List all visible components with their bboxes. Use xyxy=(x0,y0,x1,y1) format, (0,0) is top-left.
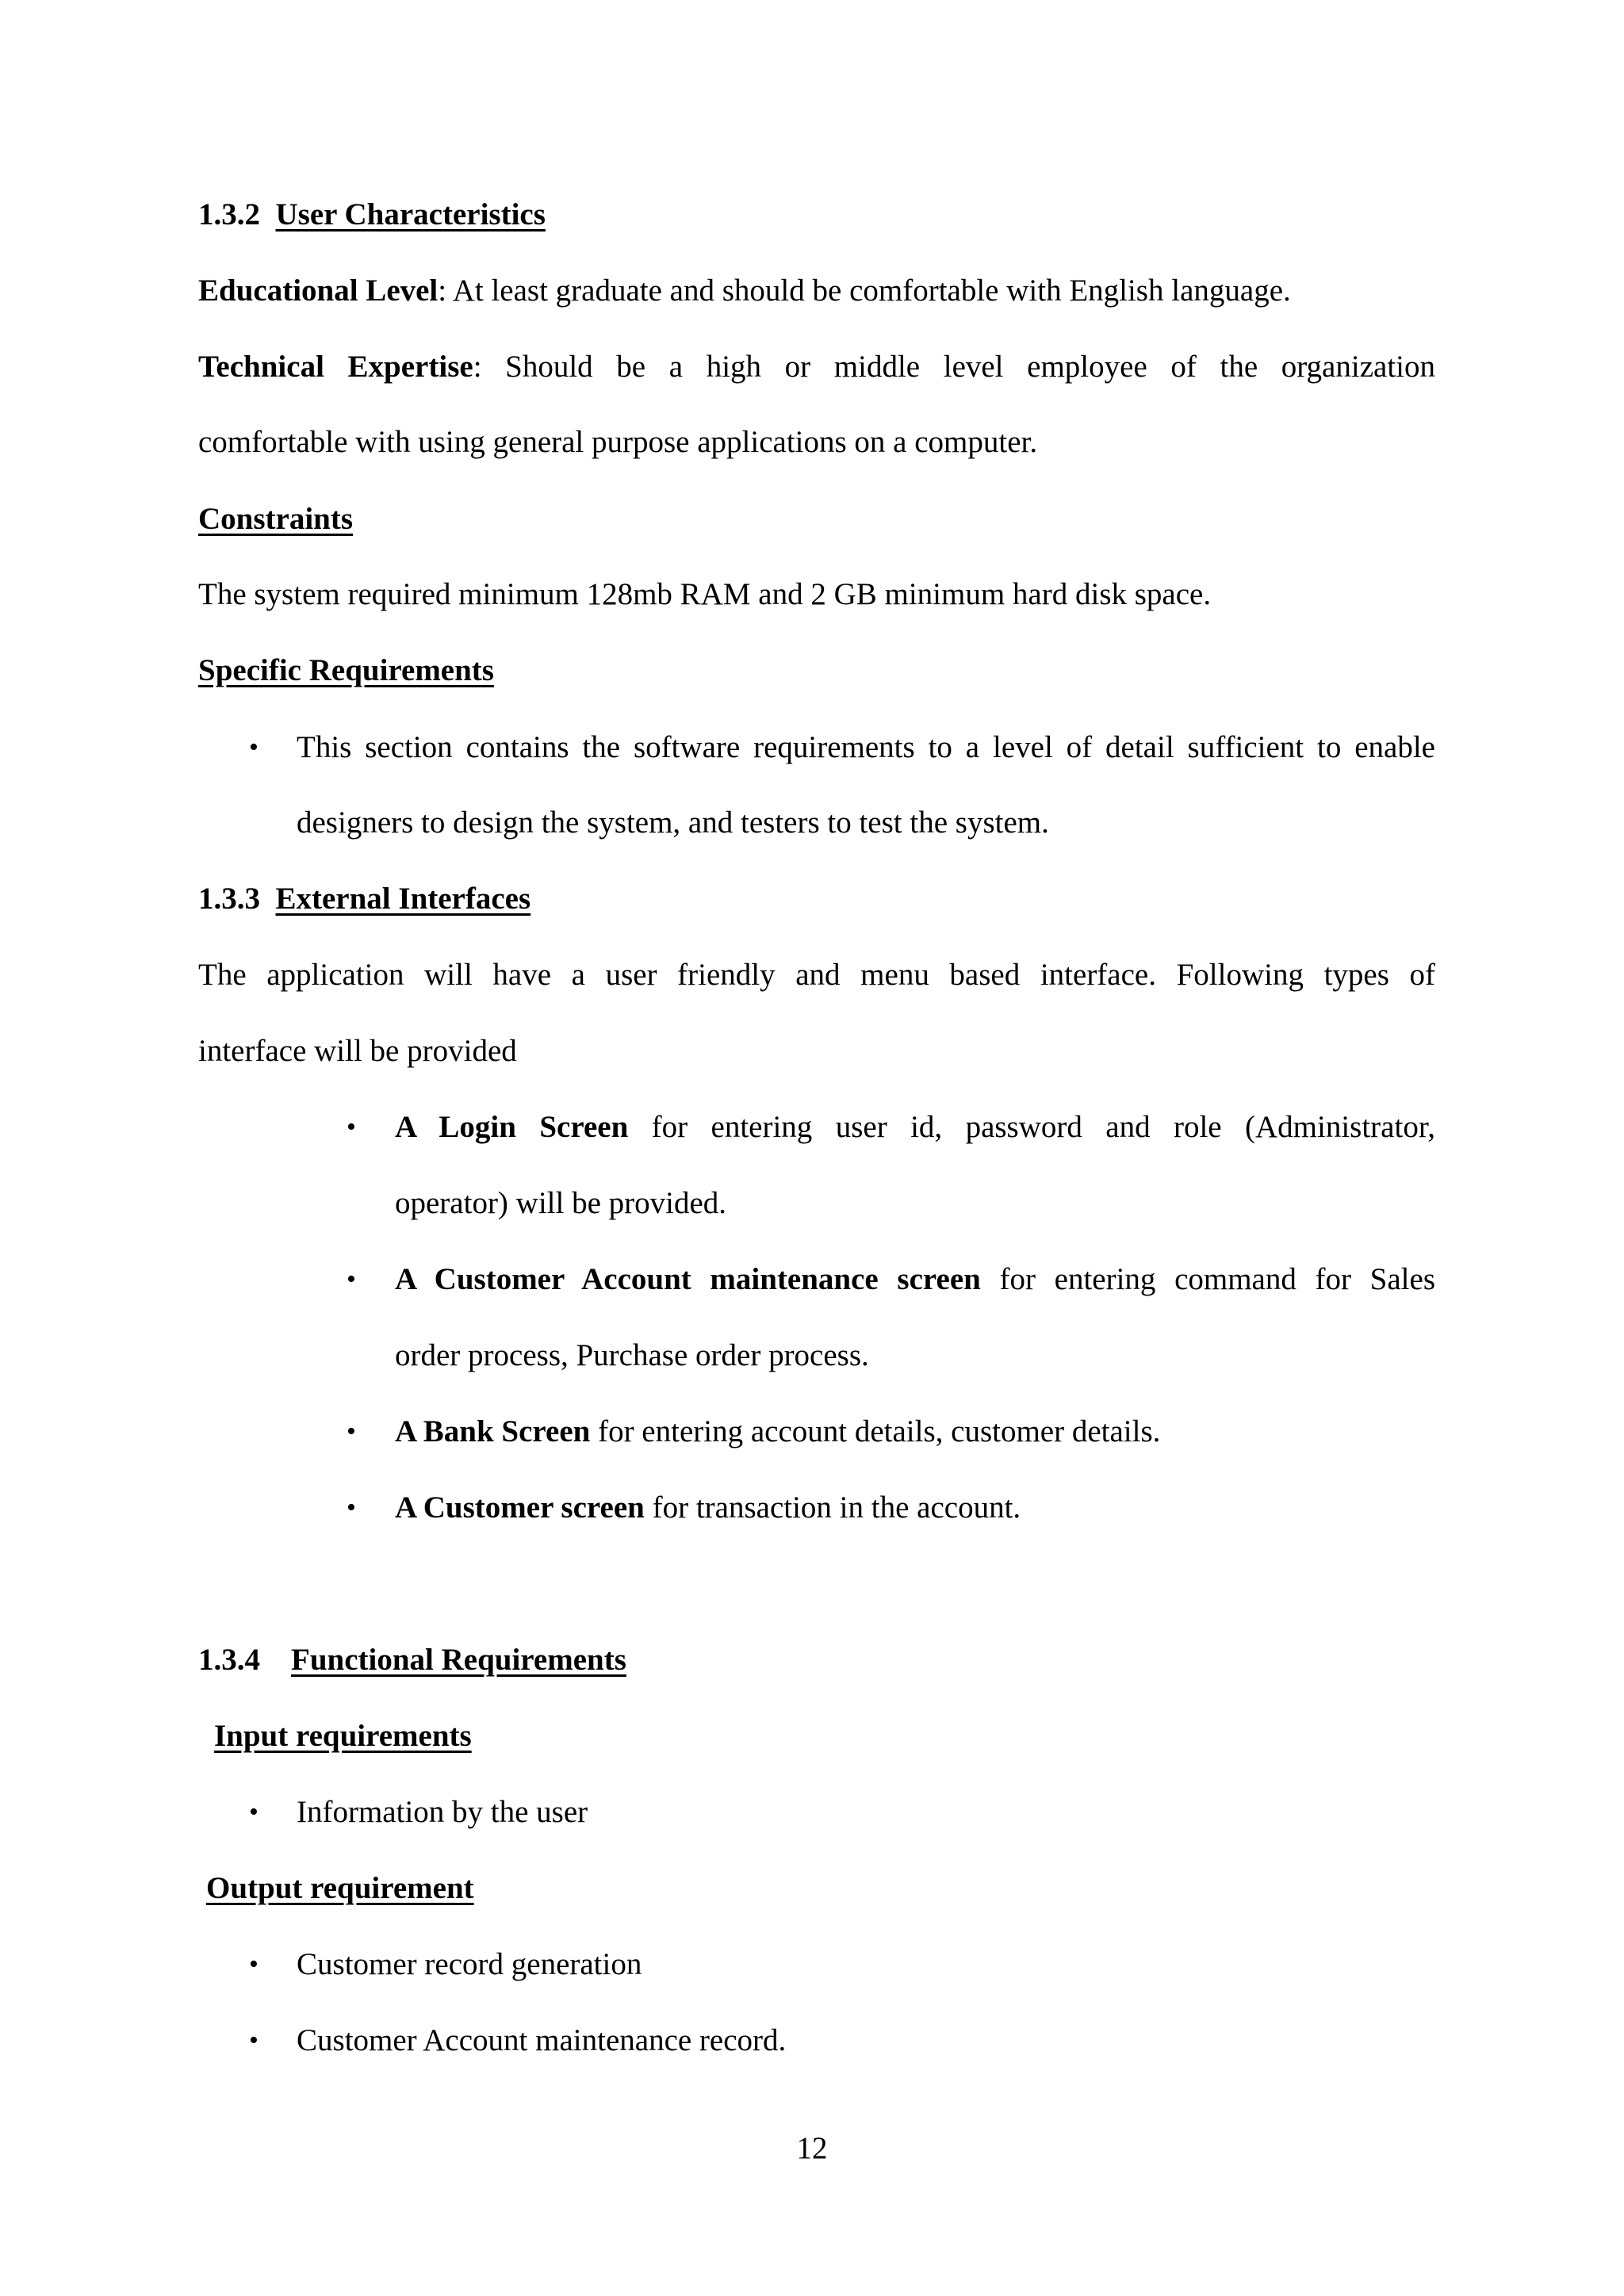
specific-requirements-item-line-2 xyxy=(297,803,1049,843)
external-interfaces-paragraph-line-2 xyxy=(198,1031,517,1071)
output-requirement-item-text: Customer record generation xyxy=(297,1947,642,1981)
bullet-icon: • xyxy=(249,2026,259,2055)
technical-expertise-text-2: comfortable with using general purpose applications on a computer. xyxy=(198,425,1038,459)
interface-item-text: for entering user id, password and role (Administrator, xyxy=(628,1110,1435,1144)
input-requirements-heading-text: Input requirements xyxy=(214,1719,472,1753)
output-requirement-item xyxy=(297,2021,786,2061)
specific-requirements-text-2: designers to design the system, and testers to test the system. xyxy=(297,806,1049,840)
external-interfaces-text-2: interface will be provided xyxy=(198,1034,517,1068)
bullet-icon: • xyxy=(347,1417,356,1446)
interface-item-bold: A Login Screen xyxy=(395,1110,629,1144)
input-requirements-item xyxy=(297,1793,588,1832)
bullet-icon: • xyxy=(249,1950,259,1979)
interface-item-bank xyxy=(395,1412,1160,1452)
technical-expertise-line xyxy=(198,347,1435,387)
section-number: 1.3.3 xyxy=(198,882,260,916)
section-title: User Characteristics xyxy=(275,197,546,232)
specific-requirements-item-line-1 xyxy=(297,728,1435,767)
output-requirement-item xyxy=(297,1945,642,1984)
input-requirements-heading xyxy=(214,1716,472,1756)
section-title: External Interfaces xyxy=(275,882,531,916)
input-requirements-item-text: Information by the user xyxy=(297,1795,588,1829)
bullet-icon: • xyxy=(347,1112,356,1142)
interface-item-bold: A Customer Account maintenance screen xyxy=(395,1262,981,1296)
educational-level-line xyxy=(198,271,1291,311)
external-interfaces-paragraph-line-1 xyxy=(198,955,1435,995)
constraints-heading xyxy=(198,499,353,539)
section-title: Functional Requirements xyxy=(291,1643,626,1677)
output-requirement-item-text: Customer Account maintenance record. xyxy=(297,2023,787,2057)
interface-item-account-line-1 xyxy=(395,1260,1435,1299)
interface-item-login-line-1 xyxy=(395,1108,1435,1147)
interface-item-bold: A Bank Screen xyxy=(395,1414,591,1448)
bullet-icon: • xyxy=(249,1797,259,1827)
interface-item-text: for entering command for Sales xyxy=(980,1262,1436,1296)
interface-item-account-line-2 xyxy=(395,1336,869,1376)
constraints-text: The system required minimum 128mb RAM and 2 GB minimum hard disk space. xyxy=(198,577,1212,611)
interface-item-text-2: operator) will be provided. xyxy=(395,1186,727,1220)
interface-item-text-2: order process, Purchase order process. xyxy=(395,1338,869,1372)
specific-requirements-text-1: This section contains the software requirements to a level of detail sufficient to enable xyxy=(297,730,1435,764)
constraints-paragraph xyxy=(198,575,1211,614)
educational-level-text: : At least graduate and should be comfortable with English language. xyxy=(438,274,1291,308)
educational-level-label: Educational Level xyxy=(198,274,439,308)
specific-requirements-heading-text: Specific Requirements xyxy=(198,653,494,687)
bullet-icon: • xyxy=(249,733,259,762)
technical-expertise-line-2 xyxy=(198,423,1037,462)
bullet-icon: • xyxy=(347,1493,356,1522)
interface-item-text: for entering account details, customer details. xyxy=(590,1414,1161,1448)
interface-item-customer xyxy=(395,1488,1021,1528)
output-requirement-heading-text: Output requirement xyxy=(206,1871,474,1905)
technical-expertise-text: : Should be a high or middle level employee of the organization xyxy=(473,350,1435,384)
interface-item-login-line-2 xyxy=(395,1184,726,1223)
specific-requirements-heading xyxy=(198,651,494,691)
interface-item-text: for transaction in the account. xyxy=(644,1490,1021,1525)
page-number: 12 xyxy=(796,2131,828,2165)
section-heading-1-3-4 xyxy=(198,1640,626,1680)
bullet-icon: • xyxy=(347,1265,356,1294)
section-heading-1-3-2 xyxy=(198,195,546,235)
interface-item-bold: A Customer screen xyxy=(395,1490,645,1525)
section-number: 1.3.4 xyxy=(198,1643,260,1677)
technical-expertise-label: Technical Expertise xyxy=(198,350,473,384)
section-number: 1.3.2 xyxy=(198,197,260,232)
constraints-heading-text: Constraints xyxy=(198,502,354,536)
external-interfaces-text-1: The application will have a user friendly and menu based interface. Following types of xyxy=(198,958,1435,992)
section-heading-1-3-3 xyxy=(198,879,530,919)
output-requirement-heading xyxy=(206,1869,474,1908)
